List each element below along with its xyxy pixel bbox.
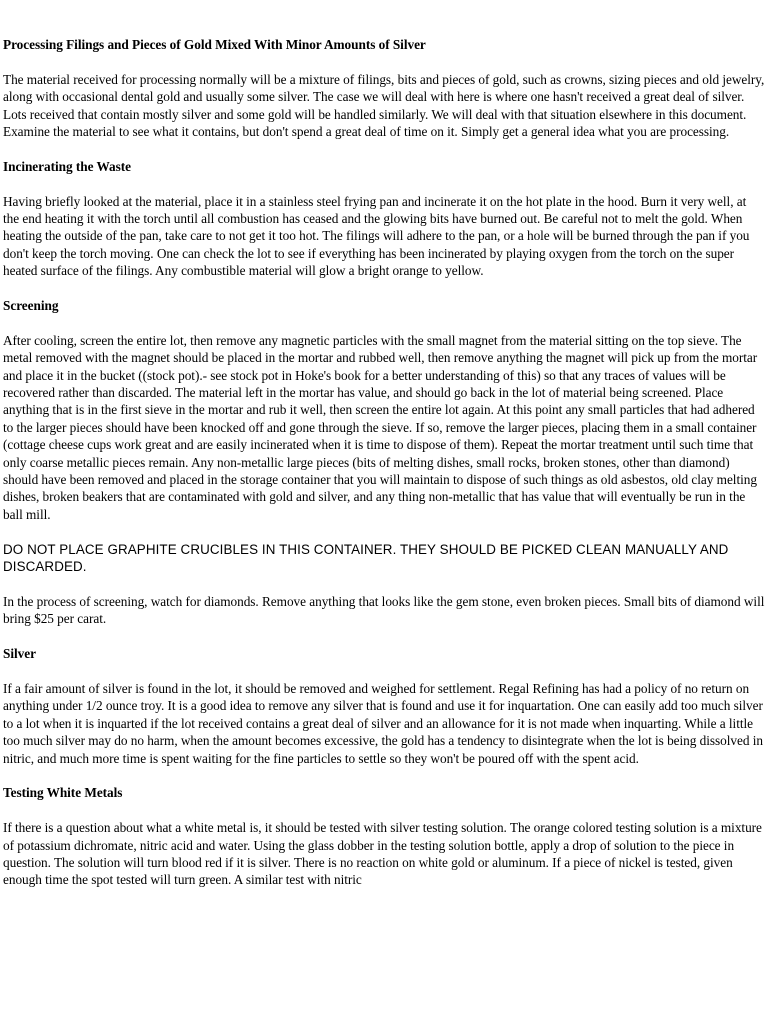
- section-heading-silver: Silver: [3, 646, 36, 662]
- spacer: [3, 314, 765, 331]
- silver-paragraph: If a fair amount of silver is found in the lot, it should be removed and weighed for settlement. Regal Refining has had a policy of no return on anything under 1/2 ounce troy. It is a good idea to remove any silver that is found and use it for inquartation. One can easily add too much silver to a lot when it is inquarted if the lot received contains a great deal of silver and an allowance for it is not made when inquarting. While a little too much silver may do no harm, when the amount becomes excessive, the gold has a tendency to disintegrate when the lot is being dissolved in nitric, and much more time is spent waiting for the fine particles to settle so they won't be poured off with the spent acid.: [3, 680, 763, 766]
- incinerating-paragraph: Having briefly looked at the material, place it in a stainless steel frying pan and incinerate it on the hot plate in the hood. Burn it very well, at the end heating it with the torch until all combustion has ceased and the glowing bits have burned out. Be careful not to melt the gold. When heating the outside of the pan, take care to not get it too hot. The filings will adhere to the pan, or a hole will be burned through the pan if you don't keep the torch moving. One can check the lot to see if everything has been incinerated by playing oxygen from the torch on the super heated surface of the filings. Any combustible material will glow a bright orange to yellow.: [3, 193, 750, 279]
- spacer: [3, 802, 765, 819]
- spacer: [3, 53, 765, 70]
- spacer: [3, 140, 765, 157]
- diamonds-paragraph: In the process of screening, watch for diamonds. Remove anything that looks like the gem stone, even broken pieces. Small bits of diamond will bring $25 per carat.: [3, 593, 765, 627]
- section-heading-incinerating: Incinerating the Waste: [3, 158, 131, 174]
- spacer: [3, 576, 765, 593]
- intro-paragraph: The material received for processing normally will be a mixture of filings, bits and pieces of gold, such as crowns, sizing pieces and old jewelry, along with occasional dental gold and usually some silver. The case we will deal with here is where one hasn't received a great deal of silver. Lots received that contain mostly silver and some gold will be handled similarly. We will deal with that situation elsewhere in this document. Examine the material to see what it contains, but don't spend a great deal of time on it. Simply get a general idea what you are processing.: [3, 71, 765, 140]
- document-title: Processing Filings and Pieces of Gold Mixed With Minor Amounts of Silver: [3, 37, 426, 52]
- spacer: [3, 628, 765, 645]
- spacer: [3, 523, 765, 540]
- section-heading-testing: Testing White Metals: [3, 785, 123, 801]
- section-heading-screening: Screening: [3, 298, 59, 314]
- testing-paragraph: If there is a question about what a white metal is, it should be tested with silver testing solution. The orange colored testing solution is a mixture of potassium dichromate, nitric acid and water. Using the glass dobber in the testing solution bottle, apply a drop of solution to the piece in question. The solution will turn blood red if it is silver. There is no reaction on white gold or aluminum. If a piece of nickel is tested, given enough time the spot tested will turn green. A similar test with nitric: [3, 820, 762, 888]
- document-page: [3, 36, 765, 889]
- spacer: [3, 767, 765, 784]
- spacer: [3, 280, 765, 297]
- spacer: [3, 175, 765, 192]
- screening-paragraph: After cooling, screen the entire lot, then remove any magnetic particles with the small magnet from the material sitting on the top sieve. The metal removed with the magnet should be placed in the mortar and rubbed well, then remove anything the magnet will pick up from the mortar and place it in the bucket ((stock pot).- see stock pot in Hoke's book for a better understanding of this) so that any traces of values will be recovered rather than discarded. The material left in the mortar has value, and should go back in the lot of material being screened. Place anything that is in the first sieve in the mortar and rub it well, then screen the entire lot again. At this point any small particles that had adhered to the larger pieces should have been knocked off and gone through the sieve. If so, remove the larger pieces, placing them in a small container (cottage cheese cups work great and are easily incinerated when it is time to dispose of them). Repeat the mortar treatment until such time that only coarse metallic pieces remain. Any non-metallic large pieces (bits of melting dishes, small rocks, broken stones, other than diamond) should have been removed and placed in the storage container that you will maintain to dispose of such things as old asbestos, old clay melting dishes, broken beakers that are contaminated with gold and silver, and any thing non-metallic that has value that will eventually be run in the ball mill.: [3, 332, 758, 522]
- graphite-warning: DO NOT PLACE GRAPHITE CRUCIBLES IN THIS CONTAINER. THEY SHOULD BE PICKED CLEAN MANUALLY AND DISCARDED.: [3, 541, 729, 575]
- spacer: [3, 663, 765, 680]
